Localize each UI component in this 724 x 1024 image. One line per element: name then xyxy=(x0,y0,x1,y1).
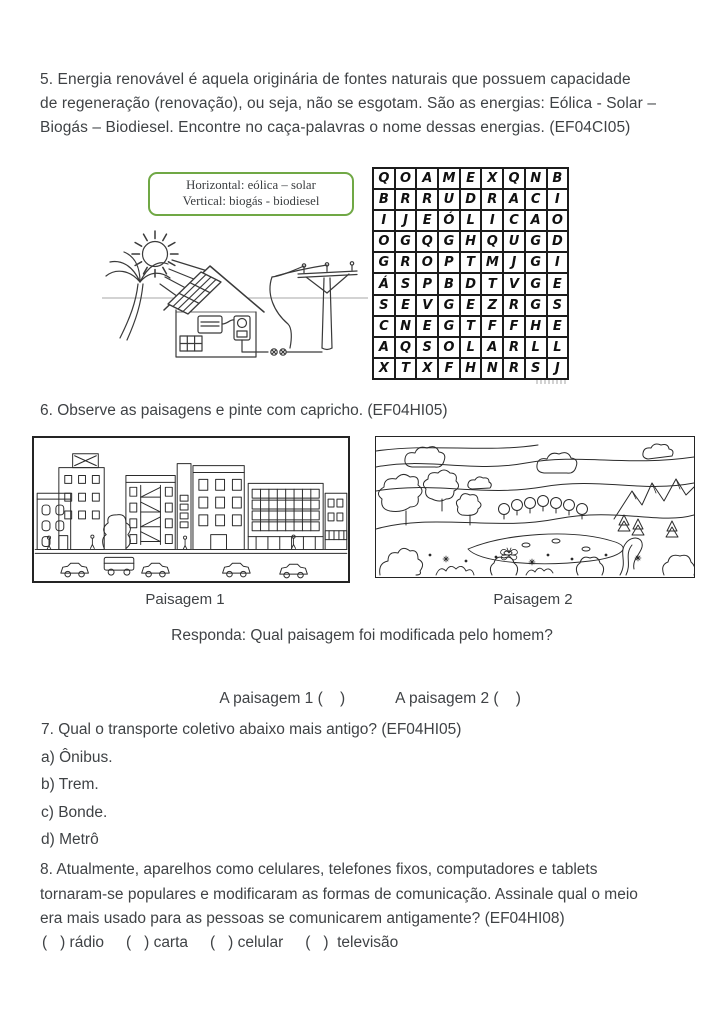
word-search-cell: I xyxy=(373,210,395,231)
landscape-1-caption: Paisagem 1 xyxy=(145,591,225,608)
word-search-cell: E xyxy=(547,273,569,294)
word-search-cell: R xyxy=(503,358,525,379)
word-search-cell: S xyxy=(373,295,395,316)
word-search-cell: Q xyxy=(503,168,525,189)
word-search-cell: L xyxy=(525,337,547,358)
word-search-cell: C xyxy=(373,316,395,337)
brownstone-building xyxy=(37,493,71,549)
question-7-option-c: c) Bonde. xyxy=(41,803,108,821)
landscape-1-image xyxy=(32,436,350,583)
question-8-options xyxy=(42,934,398,952)
word-search-cell: D xyxy=(547,231,569,252)
word-search-cell: F xyxy=(438,358,460,379)
word-search-cell: Q xyxy=(395,337,417,358)
question-5-text xyxy=(40,68,656,140)
word-search-cell: V xyxy=(416,295,438,316)
word-search-cell: M xyxy=(438,168,460,189)
word-search-cell: M xyxy=(481,252,503,273)
word-search-cell: G xyxy=(438,231,460,252)
word-search-cell: T xyxy=(460,316,482,337)
word-search-hint-box xyxy=(148,172,354,216)
word-search-cell: G xyxy=(525,252,547,273)
word-search-cell: H xyxy=(460,358,482,379)
word-search-cell: D xyxy=(460,189,482,210)
word-search-cell: E xyxy=(460,168,482,189)
word-search-cell: F xyxy=(503,316,525,337)
word-search-cell: Q xyxy=(481,231,503,252)
cars xyxy=(61,557,308,578)
word-search-cell: D xyxy=(460,273,482,294)
word-search-cell: O xyxy=(395,168,417,189)
word-search-cell: Q xyxy=(416,231,438,252)
question-7 xyxy=(41,716,461,854)
word-search-cell: O xyxy=(547,210,569,231)
answer-option-paisagem-2: A paisagem 2 ( ) xyxy=(395,690,521,707)
word-search-cell: T xyxy=(481,273,503,294)
word-search-cell: T xyxy=(460,252,482,273)
text-line: 5. Energia renovável é aquela originária de fontes naturais que possuem capacidade xyxy=(40,71,631,88)
word-search-cell: L xyxy=(460,337,482,358)
hint-vertical-text: Vertical: biogás - biodiesel xyxy=(182,193,320,208)
word-search-cell: A xyxy=(503,189,525,210)
word-search-cell: X xyxy=(416,358,438,379)
question-8-option-radio: ( ) rádio xyxy=(42,934,105,951)
word-search-cell: X xyxy=(373,358,395,379)
power-pole xyxy=(270,262,357,350)
word-search-cell: R xyxy=(395,252,417,273)
word-search-cell: Á xyxy=(373,273,395,294)
question-8-text xyxy=(40,858,638,932)
word-search-cell: R xyxy=(416,189,438,210)
fire-escape-building xyxy=(126,475,175,549)
landscape-2-image xyxy=(375,436,695,578)
text-line: Biogás – Biodiesel. Encontre no caça-palavras o nome dessas energias. (EF04CI05) xyxy=(40,119,631,136)
word-search-cell: H xyxy=(525,316,547,337)
word-search-cell: N xyxy=(525,168,547,189)
word-search-cell: E xyxy=(547,316,569,337)
word-search-cell: A xyxy=(373,337,395,358)
word-search-cell: E xyxy=(416,316,438,337)
word-search-cell: I xyxy=(481,210,503,231)
question-7-option-b: b) Trem. xyxy=(41,776,99,793)
question-7-option-d: d) Metrô xyxy=(41,831,99,848)
word-search-grid xyxy=(372,167,569,380)
word-search-cell: Z xyxy=(481,295,503,316)
word-search-cell: R xyxy=(503,295,525,316)
word-search-cell: E xyxy=(416,210,438,231)
text-line: de regeneração (renovação), ou seja, não se esgotam. São as energias: Eólica - Solar – xyxy=(40,95,657,112)
question-6-text: 6. Observe as paisagens e pinte com capricho. (EF04HI05) xyxy=(40,402,448,419)
word-search-cell: H xyxy=(460,231,482,252)
word-search-cell: O xyxy=(416,252,438,273)
word-search-cell: B xyxy=(373,189,395,210)
word-search-cell: C xyxy=(503,210,525,231)
house xyxy=(164,266,322,357)
word-search-cell: B xyxy=(438,273,460,294)
meadow-and-path xyxy=(468,534,642,575)
word-search-cell: S xyxy=(416,337,438,358)
word-search-cell: U xyxy=(438,189,460,210)
word-search-cell: L xyxy=(547,337,569,358)
word-search-cell: P xyxy=(416,273,438,294)
word-search-cell: R xyxy=(503,337,525,358)
solar-energy-house-illustration xyxy=(100,216,370,378)
word-search-cell: N xyxy=(481,358,503,379)
question-8-option-celular: ( ) celular xyxy=(210,934,284,951)
word-search-cell: G xyxy=(438,316,460,337)
bushes-and-flowers xyxy=(380,548,694,575)
word-search-cell: J xyxy=(395,210,417,231)
city-landscape-drawing xyxy=(34,438,348,581)
word-search-cell: E xyxy=(395,295,417,316)
word-search-cell: E xyxy=(460,295,482,316)
word-search-cell: I xyxy=(547,189,569,210)
landscape-2-caption: Paisagem 2 xyxy=(493,591,573,608)
office-building xyxy=(248,483,323,549)
word-search-cell: P xyxy=(438,252,460,273)
text-line: era mais usado para as pessoas se comunicarem antigamente? (EF04HI08) xyxy=(40,910,565,927)
word-search-cell: R xyxy=(395,189,417,210)
word-search-cell: S xyxy=(395,273,417,294)
apartment-building xyxy=(193,466,244,550)
word-search-cell: G xyxy=(525,231,547,252)
word-search-cell: A xyxy=(416,168,438,189)
word-search-cell: S xyxy=(525,358,547,379)
word-search-cell: T xyxy=(395,358,417,379)
word-search-cell: J xyxy=(503,252,525,273)
word-search-cell: Ó xyxy=(438,210,460,231)
word-search-cell: U xyxy=(503,231,525,252)
hint-horizontal-text: Horizontal: eólica – solar xyxy=(186,178,316,192)
word-search-cell: F xyxy=(481,316,503,337)
word-search-cell: C xyxy=(525,189,547,210)
word-search-cell: A xyxy=(525,210,547,231)
word-search-cell: A xyxy=(481,337,503,358)
clouds xyxy=(405,444,673,489)
word-search-cell: G xyxy=(395,231,417,252)
word-search-cell: X xyxy=(481,168,503,189)
word-search-cell: N xyxy=(395,316,417,337)
word-search-cell: O xyxy=(373,231,395,252)
small-tree-row xyxy=(499,496,588,520)
word-search-cell: G xyxy=(525,273,547,294)
word-search-cell: R xyxy=(481,189,503,210)
word-search-cell: V xyxy=(503,273,525,294)
question-7-text: 7. Qual o transporte coletivo abaixo mais antigo? (EF04HI05) xyxy=(41,721,462,738)
question-7-option-a: a) Ônibus. xyxy=(41,748,113,766)
word-search-cell: J xyxy=(547,358,569,379)
nature-landscape-drawing xyxy=(376,437,694,577)
illegible-watermark xyxy=(536,380,568,384)
question-8-option-televisao: ( ) televisão xyxy=(305,934,399,951)
rolling-hills xyxy=(376,445,694,529)
word-search-cell: G xyxy=(438,295,460,316)
word-search-cell: G xyxy=(525,295,547,316)
question-6-prompt: Responda: Qual paisagem foi modificada pelo homem? xyxy=(171,627,553,644)
word-search-cell: I xyxy=(547,252,569,273)
pedestrians xyxy=(47,535,296,549)
large-trees xyxy=(378,470,481,525)
answer-option-paisagem-1: A paisagem 1 ( ) xyxy=(219,690,346,707)
word-search-cell: O xyxy=(438,337,460,358)
word-search-cell: Q xyxy=(373,168,395,189)
word-search-cell: L xyxy=(460,210,482,231)
question-8-option-carta: ( ) carta xyxy=(126,934,189,951)
shop-building xyxy=(325,493,347,549)
background-building xyxy=(59,454,104,550)
word-search-cell: G xyxy=(373,252,395,273)
word-search-cell: B xyxy=(547,168,569,189)
text-line: 8. Atualmente, aparelhos como celulares, telefones fixos, computadores e tablets xyxy=(40,861,598,878)
text-line: tornaram-se populares e modificaram as formas de comunicação. Assinale qual o meio xyxy=(40,885,638,903)
word-search-cell: S xyxy=(547,295,569,316)
